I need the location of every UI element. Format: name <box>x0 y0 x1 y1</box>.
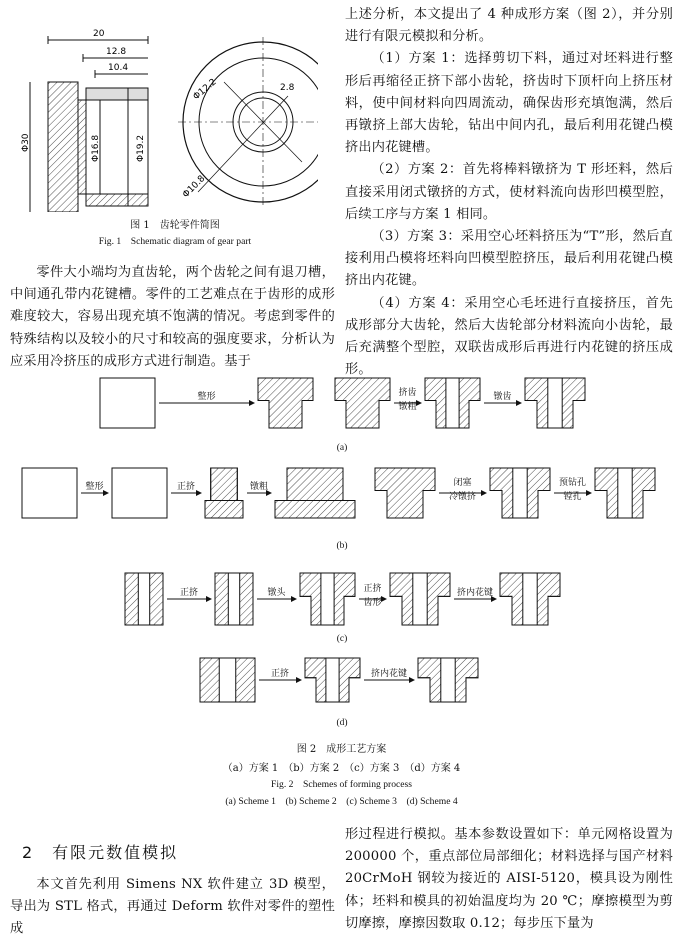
fig2-b-part-2 <box>211 468 238 501</box>
fig1-caption-cn: 图 1 齿轮零件简图 <box>130 220 220 231</box>
arrow-label-b-1-0: 正挤 <box>176 482 196 492</box>
arrow-label-b-3-1: 冷镦挤 <box>448 492 477 502</box>
arrow-label-b-4-1: 镗孔 <box>563 492 582 502</box>
scheme-1-text: （1）方案 1：选择剪切下料，通过对坯料进行整形后再缩径正挤下部小齿轮，挤齿时下顶杆向上挤压材料，使中间材料向四周流动，确保齿形充填饱满，然后再镦挤上部大齿轮，钻出中间内孔，最后利用花键凸模挤出内花键槽。 <box>345 51 673 156</box>
right-intro: 上述分析，本文提出了 4 种成形方案（图 2），并分别进行有限元模拟和分析。 <box>345 7 673 45</box>
arrow-label-c-1-0: 镦头 <box>267 588 286 598</box>
fig2-label-b: (b) <box>336 541 348 551</box>
gear-side-view <box>30 36 148 212</box>
dim-10-4: 10.4 <box>108 63 129 73</box>
fig1-drawing <box>18 22 318 212</box>
left-paragraph: 零件大小端均为直齿轮，两个齿轮之间有退刀槽，中间通孔带内花键槽。零件的工艺难点在于齿形的成形难度较大，容易出现充填不饱满的情况。考虑到零件的特殊结构以及较小的尺寸和较高的强度要求，分析认为应采用冷挤压的成形方式进行制造。基于 <box>10 265 335 369</box>
scheme-3-text: （3）方案 3：采用空心坯料挤压为“T”形，然后直接利用凸模将坯料向凹模型腔挤压，最后利用花键凸模挤出内花键。 <box>345 229 673 289</box>
arrow-label-b-4-0: 预钻孔 <box>558 478 587 488</box>
arrow-label-d-1-0: 挤内花键 <box>370 669 408 679</box>
fig2-caption-cn: 图 2 成形工艺方案 <box>296 744 387 755</box>
fig2-b-part-0 <box>22 468 77 518</box>
dim-phi30: Φ30 <box>21 133 31 152</box>
fig1-caption-en: Fig. 1 Schematic diagram of gear part <box>98 236 252 247</box>
fig2-a-part-1 <box>258 378 313 428</box>
arrow-label-a-2-0: 镦齿 <box>493 392 512 402</box>
section-2-title: 2 有限元数值模拟 <box>22 843 179 862</box>
arrow-label-b-0-0: 整形 <box>85 482 104 492</box>
fig2-label-a: (a) <box>336 443 348 453</box>
fig2-label-d: (d) <box>336 718 348 728</box>
scheme-4-text: （4）方案 4：采用空心毛坯进行直接挤压，首先成形部分大齿轮，然后大齿轮部分材料流向小齿轮，最后充满整个型腔，双联齿成形后再进行内花键的挤压成形。 <box>345 295 673 378</box>
dim-phi16-8: Φ16.8 <box>91 134 101 162</box>
arrow-label-a-1-0: 挤齿 <box>398 388 417 398</box>
section-2-right: 形过程进行模拟。基本参数设置如下：单元网格设置为 200000 个，重点部位局部细化；材料选择与国产材料 20CrMoH 钢较为接近的 AISI-5120，模具设为刚性体；坯料和模具的初始温度均为 20 ℃；摩擦模型为剪切摩擦，摩擦因数取 0.12；每步压下量为 <box>345 827 673 931</box>
fig2-sub-en: (a) Scheme 1 (b) Scheme 2 (c) Scheme 3 (d) Scheme 4 <box>225 796 458 807</box>
arrow-label-a-0-0: 整形 <box>197 392 216 402</box>
fig2-sub-cn: （a）方案 1 （b）方案 2 （c）方案 3 （d）方案 4 <box>222 763 461 774</box>
arrow-label-b-2-0: 镦粗 <box>249 482 269 492</box>
arrow-label-c-2-1: 齿形 <box>363 598 382 608</box>
arrow-label-a-1-1: 镦粗 <box>398 402 417 412</box>
dim-phi19-2: Φ19.2 <box>136 134 146 162</box>
fig2-b-part-3 <box>287 468 343 501</box>
fig2-label-c: (c) <box>336 634 348 644</box>
dim-phi12-2: Φ12.2 <box>191 77 219 103</box>
dim-phi10-8: Φ10.8 <box>181 173 208 201</box>
section-2-left: 本文首先利用 Simens NX 软件建立 3D 模型，导出为 STL 格式，再通过 Deform 软件对零件的塑性成 <box>10 877 335 937</box>
fig2-a-part-0 <box>100 378 155 428</box>
dim-12-8: 12.8 <box>106 47 127 57</box>
arrow-label-c-2-0: 正挤 <box>363 584 382 594</box>
arrow-label-c-3-0: 挤内花键 <box>456 588 494 598</box>
fig2-b-part-4 <box>375 468 435 518</box>
arrow-label-c-0-0: 正挤 <box>179 588 199 598</box>
fig2-drawing <box>0 368 683 740</box>
fig2-caption-en: Fig. 2 Schemes of forming process <box>271 779 412 790</box>
arrow-label-d-0-0: 正挤 <box>270 669 290 679</box>
dim-20: 20 <box>93 29 105 39</box>
fig2-a-part-2 <box>335 378 390 428</box>
arrow-label-b-3-0: 闭塞 <box>453 478 472 488</box>
scheme-2-text: （2）方案 2：首先将棒料镦挤为 T 形坯料，然后直接采用闭式镦挤的方式，使材料流向齿形凹模型腔，后续工序与方案 1 相同。 <box>345 162 673 222</box>
fig2-b-part-1 <box>112 468 167 518</box>
right-column <box>345 4 673 381</box>
dim-2-8: 2.8 <box>280 83 295 93</box>
